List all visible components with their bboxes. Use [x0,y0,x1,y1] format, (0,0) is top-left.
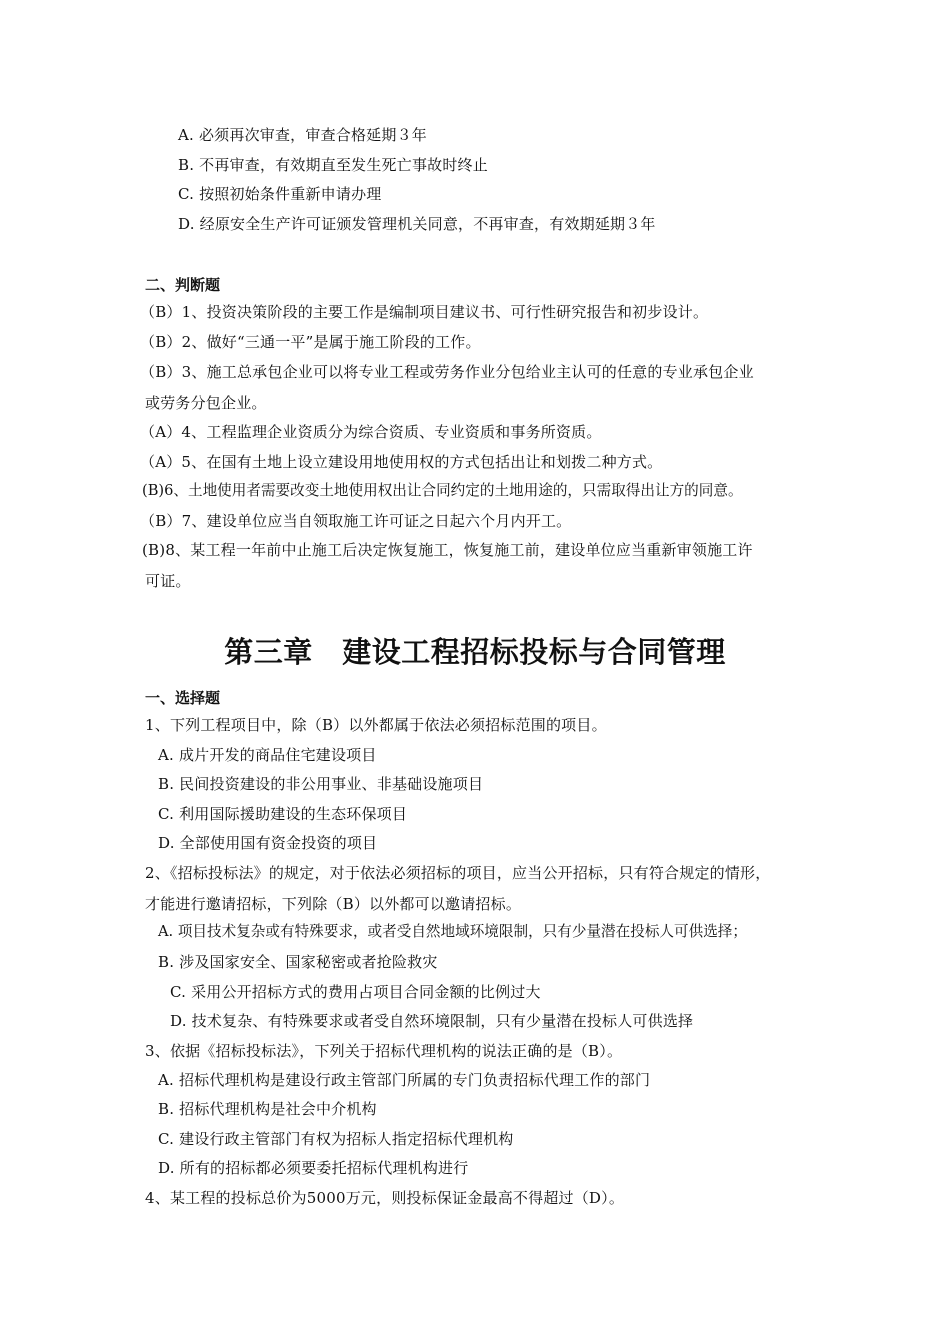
question-line: 2、《招标投标法》的规定，对于依法必须招标的项目，应当公开招标，只有符合规定的情形， [145,864,771,882]
judgment-line: （B）1、投资决策阶段的主要工作是编制项目建议书、可行性研究报告和初步设计。 [140,303,709,321]
option-d: D. 经原安全生产许可证颁发管理机关同意，不再审查，有效期延期３年 [178,215,656,233]
judgment-line: 可证。 [145,572,191,590]
option-a: A. 必须再次审查，审查合格延期３年 [178,126,427,144]
question-line: 1、下列工程项目中，除（B）以外都属于依法必须招标范围的项目。 [145,716,607,734]
judgment-line: （B）3、施工总承包企业可以将专业工程或劳务作业分包给业主认可的任意的专业承包企业 [140,363,754,381]
option-line: C. 采用公开招标方式的费用占项目合同金额的比例过大 [170,983,541,1001]
option-line: D. 所有的招标都必须要委托招标代理机构进行 [158,1159,469,1177]
question-line: 4、某工程的投标总价为5000万元，则投标保证金最高不得超过（D）。 [145,1189,625,1207]
judgment-line: （B）7、建设单位应当自领取施工许可证之日起六个月内开工。 [140,512,572,530]
option-line: B. 民间投资建设的非公用事业、非基础设施项目 [158,775,484,793]
judgment-line: （B）2、做好“三通一平”是属于施工阶段的工作。 [140,333,481,351]
choice-heading: 一、选择题 [145,689,221,707]
option-line: A. 招标代理机构是建设行政主管部门所属的专门负责招标代理工作的部门 [158,1071,651,1089]
judgment-line: （A）5、在国有土地上设立建设用地使用权的方式包括出让和划拨二种方式。 [140,453,663,471]
option-line: D. 全部使用国有资金投资的项目 [158,834,378,852]
judgment-heading: 二、判断题 [145,276,221,294]
option-line: D. 技术复杂、有特殊要求或者受自然环境限制，只有少量潜在投标人可供选择 [170,1012,694,1030]
option-line: A. 项目技术复杂或有特殊要求，或者受自然地域环境限制，只有少量潜在投标人可供选择； [158,923,747,940]
option-line: A. 成片开发的商品住宅建设项目 [158,746,377,764]
judgment-line: (B)6、土地使用者需要改变土地使用权出让合同约定的土地用途的，只需取得出让方的同意。 [142,482,743,499]
question-line: 3、依据《招标投标法》，下列关于招标代理机构的说法正确的是（B）。 [145,1042,623,1060]
option-b: B. 不再审查，有效期直至发生死亡事故时终止 [178,156,488,174]
judgment-line: （A）4、工程监理企业资质分为综合资质、专业资质和事务所资质。 [140,423,602,441]
option-c: C. 按照初始条件重新申请办理 [178,185,382,203]
question-line: 才能进行邀请招标，下列除（B）以外都可以邀请招标。 [145,895,522,913]
option-line: B. 涉及国家安全、国家秘密或者抢险救灾 [158,953,438,971]
chapter-title: 第三章 建设工程招标投标与合同管理 [224,635,726,669]
judgment-line: 或劳务分包企业。 [145,394,267,412]
option-line: C. 利用国际援助建设的生态环保项目 [158,805,408,823]
option-line: B. 招标代理机构是社会中介机构 [158,1100,377,1118]
judgment-line: (B)8、某工程一年前中止施工后决定恢复施工，恢复施工前，建设单位应当重新审领施工许 [142,541,753,559]
option-line: C. 建设行政主管部门有权为招标人指定招标代理机构 [158,1130,514,1148]
